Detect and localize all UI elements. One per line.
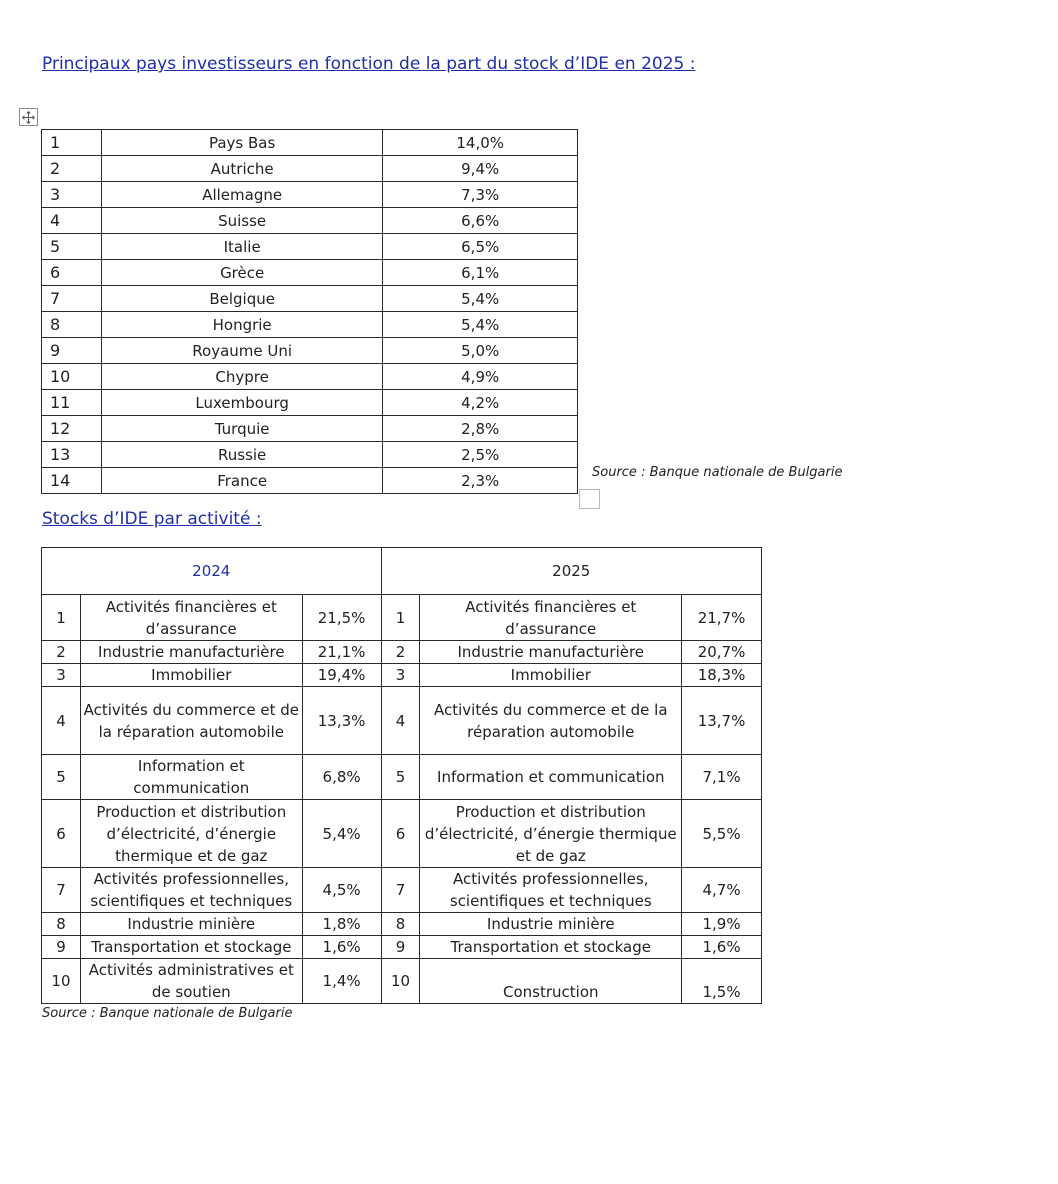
activity-2024-rank: 10 [42,959,81,1004]
activity-row [42,913,762,936]
activity-row [42,959,762,1004]
activity-2025-name: Transportation et stockage [420,936,682,959]
country-name: France [101,468,382,494]
country-rank: 4 [42,208,102,234]
activity-2024-rank: 7 [42,868,81,913]
activity-2025-rank: 7 [381,868,420,913]
country-name: Turquie [101,416,382,442]
country-name: Royaume Uni [101,338,382,364]
countries-table-body [42,130,578,494]
country-name: Suisse [101,208,382,234]
activity-2025-share: 5,5% [682,800,762,868]
country-name: Grèce [101,260,382,286]
country-name: Allemagne [101,182,382,208]
country-row [42,208,578,234]
activity-2024-share: 13,3% [302,687,381,755]
country-share: 5,0% [383,338,578,364]
country-rank: 2 [42,156,102,182]
country-name: Russie [101,442,382,468]
country-name: Pays Bas [101,130,382,156]
country-row [42,390,578,416]
activity-row [42,687,762,755]
activity-2025-share: 18,3% [682,664,762,687]
country-rank: 7 [42,286,102,312]
activity-2024-rank: 9 [42,936,81,959]
activity-2025-name: Industrie manufacturière [420,641,682,664]
activity-2025-name: Immobilier [420,664,682,687]
activity-2024-rank: 2 [42,641,81,664]
country-row [42,468,578,494]
country-row [42,312,578,338]
activity-2024-name: Activités du commerce et de la réparation automobile [80,687,302,755]
activities-heading: Stocks d’IDE par activité : [42,509,262,529]
country-share: 2,5% [383,442,578,468]
activity-2025-share: 4,7% [682,868,762,913]
country-share: 4,2% [383,390,578,416]
activity-row [42,755,762,800]
activity-2025-share: 21,7% [682,595,762,641]
country-rank: 10 [42,364,102,390]
country-rank: 12 [42,416,102,442]
country-rank: 13 [42,442,102,468]
activities-source-note: Source : Banque nationale de Bulgarie [42,1006,293,1021]
country-name: Autriche [101,156,382,182]
activity-row [42,800,762,868]
country-share: 9,4% [383,156,578,182]
activity-2025-rank: 1 [381,595,420,641]
activity-2025-rank: 6 [381,800,420,868]
activity-2025-share: 1,5% [682,959,762,1004]
activity-2025-name: Activités professionnelles, scientifiques et techniques [420,868,682,913]
activity-2024-rank: 5 [42,755,81,800]
country-share: 5,4% [383,312,578,338]
activity-2025-rank: 10 [381,959,420,1004]
activity-2024-name: Industrie minière [80,913,302,936]
country-share: 4,9% [383,364,578,390]
activity-2025-rank: 2 [381,641,420,664]
countries-heading: Principaux pays investisseurs en fonction de la part du stock d’IDE en 2025 : [42,54,696,74]
country-row [42,442,578,468]
activities-table [41,547,762,1004]
activity-2024-rank: 4 [42,687,81,755]
activity-2024-name: Transportation et stockage [80,936,302,959]
country-rank: 1 [42,130,102,156]
activity-2025-share: 1,9% [682,913,762,936]
activity-2025-name: Industrie minière [420,913,682,936]
activity-2025-share: 7,1% [682,755,762,800]
activity-2025-name: Production et distribution d’électricité, d’énergie thermique et de gaz [420,800,682,868]
activity-2025-rank: 3 [381,664,420,687]
country-row [42,234,578,260]
activity-2024-rank: 1 [42,595,81,641]
country-rank: 9 [42,338,102,364]
country-share: 2,8% [383,416,578,442]
activity-2024-share: 1,4% [302,959,381,1004]
activity-2025-share: 20,7% [682,641,762,664]
country-share: 7,3% [383,182,578,208]
country-share: 2,3% [383,468,578,494]
country-rank: 11 [42,390,102,416]
activity-2025-rank: 9 [381,936,420,959]
year-2025-header: 2025 [381,548,761,595]
activity-2024-name: Industrie manufacturière [80,641,302,664]
country-rank: 6 [42,260,102,286]
activity-2025-rank: 8 [381,913,420,936]
country-share: 6,5% [383,234,578,260]
year-header-row [42,548,762,595]
country-name: Luxembourg [101,390,382,416]
activity-2024-rank: 6 [42,800,81,868]
activity-2025-share: 13,7% [682,687,762,755]
country-name: Belgique [101,286,382,312]
activities-table-body [42,548,762,1004]
activity-row [42,868,762,913]
country-name: Hongrie [101,312,382,338]
country-rank: 5 [42,234,102,260]
activity-2025-rank: 5 [381,755,420,800]
move-arrows-icon[interactable] [19,108,38,126]
country-row [42,338,578,364]
activity-2025-name: Information et communication [420,755,682,800]
countries-source-note: Source : Banque nationale de Bulgarie [592,465,843,480]
country-row [42,130,578,156]
country-name: Italie [101,234,382,260]
activity-2025-share: 1,6% [682,936,762,959]
country-share: 5,4% [383,286,578,312]
country-share: 6,6% [383,208,578,234]
country-row [42,156,578,182]
country-rank: 3 [42,182,102,208]
resize-square-icon[interactable] [579,489,600,509]
country-row [42,416,578,442]
activity-2025-rank: 4 [381,687,420,755]
activity-2024-share: 19,4% [302,664,381,687]
country-share: 6,1% [383,260,578,286]
activity-2024-share: 6,8% [302,755,381,800]
country-row [42,182,578,208]
country-share: 14,0% [383,130,578,156]
activity-2024-rank: 3 [42,664,81,687]
activity-2024-name: Activités administratives et de soutien [80,959,302,1004]
activity-2024-name: Activités financières et d’assurance [80,595,302,641]
year-2024-header: 2024 [42,548,382,595]
activity-2024-share: 21,5% [302,595,381,641]
country-rank: 14 [42,468,102,494]
activity-2024-share: 21,1% [302,641,381,664]
activity-2025-name: Construction [420,959,682,1004]
country-row [42,286,578,312]
activity-2024-rank: 8 [42,913,81,936]
activity-row [42,641,762,664]
country-row [42,364,578,390]
activity-row [42,936,762,959]
countries-table [41,129,578,494]
country-row [42,260,578,286]
activity-2024-share: 1,6% [302,936,381,959]
activity-2024-share: 4,5% [302,868,381,913]
activity-2024-name: Activités professionnelles, scientifiques et techniques [80,868,302,913]
country-rank: 8 [42,312,102,338]
activity-2024-name: Information et communication [80,755,302,800]
activity-2024-name: Immobilier [80,664,302,687]
activity-2024-name: Production et distribution d’électricité, d’énergie thermique et de gaz [80,800,302,868]
activity-row [42,664,762,687]
activity-2024-share: 5,4% [302,800,381,868]
activity-2025-name: Activités du commerce et de la réparation automobile [420,687,682,755]
country-name: Chypre [101,364,382,390]
activity-row [42,595,762,641]
activity-2024-share: 1,8% [302,913,381,936]
activity-2025-name: Activités financières et d’assurance [420,595,682,641]
